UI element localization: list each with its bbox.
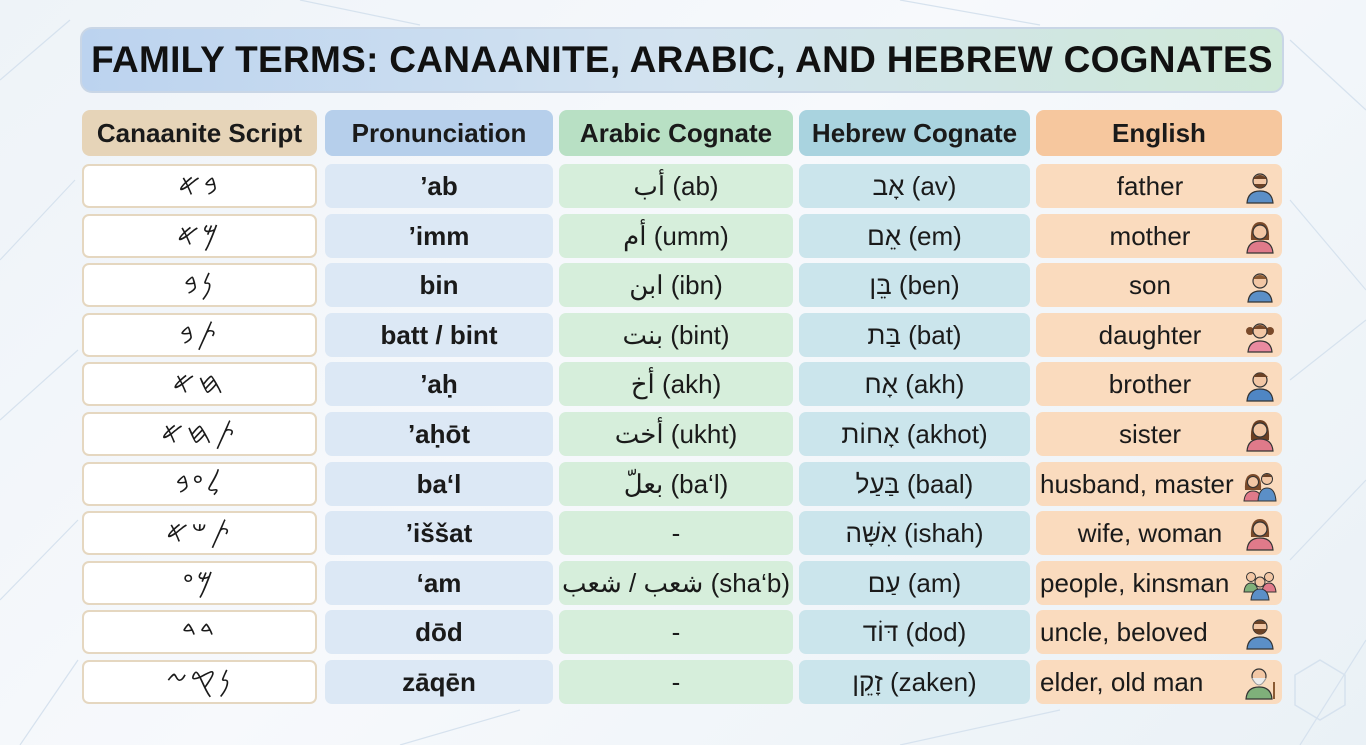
pronunciation-cell: bin [325,263,553,307]
pronunciation-cell: ‘am [325,561,553,605]
arabic-cognate-cell: - [559,610,793,654]
english-cell [1036,610,1282,654]
bearded-man-icon [1242,614,1278,650]
hebrew-cognate-cell: דּוֹד (dod) [799,610,1030,654]
english-term: mother [1109,220,1191,251]
arabic-cognate-cell: أخت (ukht) [559,412,793,456]
hebrew-cognate-cell: אָחוֹת (akhot) [799,412,1030,456]
canaanite-script-cell: 𐤁𐤀 [82,164,317,208]
english-cell [1036,511,1282,555]
girl-icon [1242,317,1278,353]
english-term: daughter [1098,319,1202,350]
arabic-cognate-cell: ابن (ibn) [559,263,793,307]
english-term: husband, master [1040,468,1234,499]
header-hebrew-cognate: Hebrew Cognate [799,110,1030,156]
english-term: wife, woman [1077,517,1223,548]
canaanite-script-cell: 𐤍𐤒𐤆 [82,660,317,704]
arabic-cognate-cell: - [559,660,793,704]
arabic-cognate-cell: أم (umm) [559,214,793,258]
english-cell [1036,164,1282,208]
young-man-icon [1242,366,1278,402]
header-arabic-cognate: Arabic Cognate [559,110,793,156]
hebrew-cognate-cell: אִשָּׁה (ishah) [799,511,1030,555]
hebrew-cognate-cell: אָח (akh) [799,362,1030,406]
boy-icon [1242,267,1278,303]
english-term: elder, old man [1040,666,1204,697]
english-term: people, kinsman [1040,567,1230,598]
arabic-cognate-cell: شعب / شعب (sha‘b) [559,561,793,605]
man-icon [1242,168,1278,204]
pronunciation-cell: ’imm [325,214,553,258]
hebrew-cognate-cell: בַּעַל (baal) [799,462,1030,506]
arabic-cognate-cell: أب (ab) [559,164,793,208]
english-cell [1036,412,1282,456]
header-pronunciation: Pronunciation [325,110,553,156]
old-man-icon [1242,664,1278,700]
english-cell [1036,561,1282,605]
english-cell [1036,214,1282,258]
pronunciation-cell: ba‘l [325,462,553,506]
english-cell [1036,462,1282,506]
canaanite-script-cell: 𐤋𐤏𐤁 [82,462,317,506]
header-canaanite-script: Canaanite Script [82,110,317,156]
english-term: father [1116,170,1184,201]
arabic-cognate-cell: بعلّ (ba‘l) [559,462,793,506]
woman-icon [1242,218,1278,254]
canaanite-script-cell: 𐤕𐤔𐤀 [82,511,317,555]
title-banner [80,27,1284,93]
canaanite-script-cell: 𐤌𐤀 [82,214,317,258]
hebrew-cognate-cell: זָקֵן (zaken) [799,660,1030,704]
hebrew-cognate-cell: עַם (am) [799,561,1030,605]
couple-icon [1242,466,1278,502]
canaanite-script-cell: 𐤕𐤁 [82,313,317,357]
english-term: sister [1118,418,1182,449]
english-cell [1036,362,1282,406]
pronunciation-cell: ’ab [325,164,553,208]
arabic-cognate-cell: بنت (bint) [559,313,793,357]
english-cell [1036,263,1282,307]
page-title: FAMILY TERMS: CANAANITE, ARABIC, AND HEBREW COGNATES [91,39,1273,80]
group-icon [1242,565,1278,601]
pronunciation-cell: ’aḥōt [325,412,553,456]
arabic-cognate-cell: أخ (akh) [559,362,793,406]
english-cell [1036,313,1282,357]
hebrew-cognate-cell: אָב (av) [799,164,1030,208]
english-term: brother [1108,368,1192,399]
pronunciation-cell: ’aḥ [325,362,553,406]
english-term: son [1129,269,1171,300]
woman-icon [1242,515,1278,551]
english-term: uncle, beloved [1040,616,1208,647]
hebrew-cognate-cell: בַּת (bat) [799,313,1030,357]
young-woman-icon [1242,416,1278,452]
english-cell [1036,660,1282,704]
pronunciation-cell: batt / bint [325,313,553,357]
canaanite-script-cell: 𐤃𐤃 [82,610,317,654]
canaanite-script-cell: 𐤕𐤇𐤀 [82,412,317,456]
hebrew-cognate-cell: בֵּן (ben) [799,263,1030,307]
arabic-cognate-cell: - [559,511,793,555]
canaanite-script-cell: 𐤍𐤁 [82,263,317,307]
hebrew-cognate-cell: אֵם (em) [799,214,1030,258]
pronunciation-cell: zāqēn [325,660,553,704]
header-english: English [1036,110,1282,156]
pronunciation-cell: dōd [325,610,553,654]
pronunciation-cell: ’iššat [325,511,553,555]
canaanite-script-cell: 𐤌𐤏 [82,561,317,605]
canaanite-script-cell: 𐤇𐤀 [82,362,317,406]
